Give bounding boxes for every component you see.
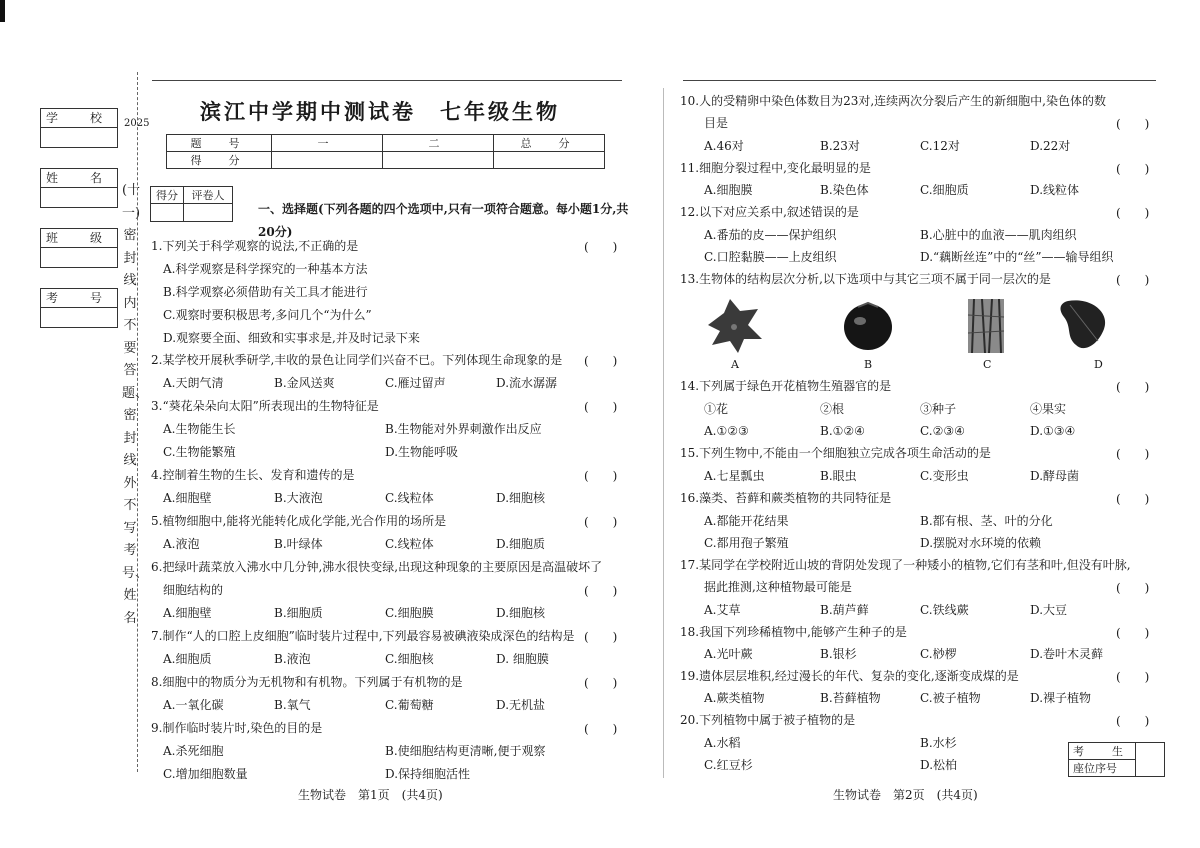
question-2-option-d: D.流水潺潺 bbox=[496, 376, 558, 390]
question-19-option-a: A.蕨类植物 bbox=[704, 691, 765, 705]
question-1-answer-blank: ( ) bbox=[584, 240, 618, 254]
question-9-option-a: A.杀死细胞 bbox=[163, 744, 224, 758]
question-14-option-a: A.①②③ bbox=[704, 424, 749, 438]
question-9-option-d: D.保持细胞活性 bbox=[385, 767, 471, 781]
question-18-option-c: C.桫椤 bbox=[920, 647, 957, 661]
grader-score-label: 得分 bbox=[151, 187, 184, 204]
question-5-option-a: A.液泡 bbox=[163, 537, 200, 551]
seat-number-box bbox=[1068, 742, 1165, 777]
question-8-option-c: C.葡萄糖 bbox=[385, 698, 434, 712]
question-9-option-b: B.使细胞结构更清晰,便于观察 bbox=[385, 744, 546, 758]
question-8-answer-blank: ( ) bbox=[584, 676, 618, 690]
question-19-stem: 19.遗体层层堆积,经过漫长的年代、复杂的变化,逐渐变成煤的是 bbox=[680, 669, 1019, 683]
question-14-option-d: D.①③④ bbox=[1030, 424, 1076, 438]
name-field bbox=[40, 168, 118, 208]
question-12-option-c: C.口腔黏膜——上皮组织 bbox=[704, 250, 837, 264]
question-18-option-d: D.卷叶木灵藓 bbox=[1030, 647, 1104, 661]
question-2-stem: 2.某学校开展秋季研学,丰收的景色让同学们兴奋不已。下列体现生命现象的是 bbox=[151, 353, 563, 367]
question-16-answer-blank: ( ) bbox=[1116, 492, 1150, 506]
figure-c-label: C bbox=[983, 358, 992, 371]
question-17-option-d: D.大豆 bbox=[1030, 603, 1068, 617]
question-17-option-c: C.铁线蕨 bbox=[920, 603, 969, 617]
question-2-answer-blank: ( ) bbox=[584, 354, 618, 368]
question-17-option-b: B.葫芦藓 bbox=[820, 603, 869, 617]
question-2-option-c: C.雁过留声 bbox=[385, 376, 446, 390]
question-13-figures bbox=[700, 295, 1130, 357]
question-14-option-c: C.②③④ bbox=[920, 424, 965, 438]
question-18-option-a: A.光叶蕨 bbox=[704, 647, 753, 661]
question-8-option-d: D.无机盐 bbox=[496, 698, 546, 712]
school-field bbox=[40, 108, 118, 148]
question-7-option-d: D. 细胞膜 bbox=[496, 652, 549, 666]
question-4-option-d: D.细胞核 bbox=[496, 491, 546, 505]
exam-title: 滨江中学期中测试卷 七年级生物 bbox=[200, 99, 560, 124]
grader-table bbox=[150, 186, 233, 222]
question-7-stem: 7.制作“人的口腔上皮细胞”临时装片过程中,下列最容易被碘液染成深色的结构是 bbox=[151, 629, 575, 643]
seat-number-cell bbox=[1136, 743, 1165, 777]
question-4-option-c: C.线粒体 bbox=[385, 491, 434, 505]
question-9-stem: 9.制作临时装片时,染色的目的是 bbox=[151, 721, 323, 735]
figure-d-label: D bbox=[1094, 358, 1103, 371]
question-4-answer-blank: ( ) bbox=[584, 469, 618, 483]
question-20-stem: 20.下列植物中属于被子植物的是 bbox=[680, 713, 856, 727]
figure-b-tomato bbox=[844, 303, 892, 350]
score-row-label: 得 分 bbox=[167, 152, 272, 169]
exam-number-label: 考 号 bbox=[41, 289, 117, 308]
question-5-option-d: D.细胞质 bbox=[496, 537, 546, 551]
question-7-option-c: C.细胞核 bbox=[385, 652, 434, 666]
question-7-option-a: A.细胞质 bbox=[163, 652, 212, 666]
question-6-option-c: C.细胞膜 bbox=[385, 606, 434, 620]
question-14-item-1: ①花 bbox=[704, 402, 729, 416]
question-7-answer-blank: ( ) bbox=[584, 630, 618, 644]
question-19-option-b: B.苔藓植物 bbox=[820, 691, 881, 705]
binding-line bbox=[137, 72, 138, 772]
footer-page-2: 生物试卷 第2页 (共4页) bbox=[833, 788, 978, 802]
question-18-option-b: B.银杉 bbox=[820, 647, 857, 661]
question-3-option-a: A.生物能生长 bbox=[163, 422, 236, 436]
question-6-stem-continued: 细胞结构的 bbox=[163, 583, 224, 597]
question-10-stem-continued: 目是 bbox=[704, 116, 729, 130]
name-label: 姓 名 bbox=[41, 169, 117, 188]
score-head-part2: 二 bbox=[383, 135, 494, 152]
score-cell-2 bbox=[383, 152, 494, 169]
question-16-option-b: B.都有根、茎、叶的分化 bbox=[920, 514, 1053, 528]
question-15-stem: 15.下列生物中,不能由一个细胞独立完成各项生命活动的是 bbox=[680, 446, 991, 460]
question-4-option-b: B.大液泡 bbox=[274, 491, 323, 505]
footer-page-1: 生物试卷 第1页 (共4页) bbox=[298, 788, 443, 802]
question-5-option-c: C.线粒体 bbox=[385, 537, 434, 551]
question-5-stem: 5.植物细胞中,能将光能转化成化学能,光合作用的场所是 bbox=[151, 514, 447, 528]
question-14-stem: 14.下列属于绿色开花植物生殖器官的是 bbox=[680, 379, 892, 393]
question-14-item-4: ④果实 bbox=[1030, 402, 1067, 416]
score-table bbox=[166, 134, 605, 169]
question-11-option-b: B.染色体 bbox=[820, 183, 869, 197]
question-12-stem: 12.以下对应关系中,叙述错误的是 bbox=[680, 205, 859, 219]
question-19-option-d: D.裸子植物 bbox=[1030, 691, 1092, 705]
question-1-option-a: A.科学观察是科学探究的一种基本方法 bbox=[163, 262, 368, 276]
question-6-option-a: A.细胞壁 bbox=[163, 606, 212, 620]
score-cell-1 bbox=[272, 152, 383, 169]
question-12-option-b: B.心脏中的血液——肌肉组织 bbox=[920, 228, 1077, 242]
question-3-option-d: D.生物能呼吸 bbox=[385, 445, 459, 459]
grader-name-label: 评卷人 bbox=[184, 187, 233, 204]
score-head-total: 总 分 bbox=[494, 135, 605, 152]
question-8-option-a: A.一氧化碳 bbox=[163, 698, 224, 712]
question-6-answer-blank: ( ) bbox=[584, 584, 618, 598]
year-vertical: 2025 bbox=[124, 118, 150, 129]
question-5-answer-blank: ( ) bbox=[584, 515, 618, 529]
figure-d-leaf bbox=[1061, 300, 1106, 348]
question-20-option-a: A.水稻 bbox=[704, 736, 741, 750]
grader-name-cell bbox=[184, 204, 233, 222]
question-3-stem: 3.“葵花朵朵向太阳”所表现出的生物特征是 bbox=[151, 399, 379, 413]
question-3-option-b: B.生物能对外界刺激作出反应 bbox=[385, 422, 542, 436]
figure-b-label: B bbox=[864, 358, 873, 371]
question-17-stem: 17.某同学在学校附近山坡的背阴处发现了一种矮小的植物,它们有茎和叶,但没有叶脉, bbox=[680, 558, 1131, 572]
question-9-option-c: C.增加细胞数量 bbox=[163, 767, 248, 781]
question-15-option-a: A.七星瓢虫 bbox=[704, 469, 765, 483]
question-11-answer-blank: ( ) bbox=[1116, 162, 1150, 176]
question-11-stem: 11.细胞分裂过程中,变化最明显的是 bbox=[680, 161, 871, 175]
question-6-option-b: B.细胞质 bbox=[274, 606, 323, 620]
question-2-option-b: B.金风送爽 bbox=[274, 376, 335, 390]
question-8-option-b: B.氧气 bbox=[274, 698, 311, 712]
question-1-option-b: B.科学观察必须借助有关工具才能进行 bbox=[163, 285, 368, 299]
question-4-stem: 4.控制着生物的生长、发育和遗传的是 bbox=[151, 468, 355, 482]
question-1-option-c: C.观察时要积极思考,多问几个“为什么” bbox=[163, 308, 372, 322]
question-12-option-a: A.番茄的皮——保护组织 bbox=[704, 228, 837, 242]
question-16-option-d: D.摆脱对水环境的依赖 bbox=[920, 536, 1042, 550]
question-10-option-d: D.22对 bbox=[1030, 139, 1071, 153]
score-cell-total bbox=[494, 152, 605, 169]
question-6-stem: 6.把绿叶蔬菜放入沸水中几分钟,沸水很快变绿,出现这种现象的主要原因是高温破坏了 bbox=[151, 560, 603, 574]
seat-label-line2: 座位序号 bbox=[1069, 760, 1136, 777]
question-1-stem: 1.下列关于科学观察的说法,不正确的是 bbox=[151, 239, 359, 253]
question-14-answer-blank: ( ) bbox=[1116, 380, 1150, 394]
score-head-part1: 一 bbox=[272, 135, 383, 152]
question-1-option-d: D.观察要全面、细致和实事求是,并及时记录下来 bbox=[163, 331, 420, 345]
figure-a-leaf bbox=[708, 299, 762, 353]
top-rule-right bbox=[683, 80, 1156, 81]
question-10-option-a: A.46对 bbox=[704, 139, 744, 153]
question-19-option-c: C.被子植物 bbox=[920, 691, 981, 705]
section-heading: 一、选择题(下列各题的四个选项中,只有一项符合题意。每小题1分,共20分) bbox=[258, 202, 629, 239]
class-field bbox=[40, 228, 118, 268]
question-16-stem: 16.藻类、苔藓和蕨类植物的共同特征是 bbox=[680, 491, 892, 505]
question-7-option-b: B.液泡 bbox=[274, 652, 311, 666]
class-label: 班 级 bbox=[41, 229, 117, 248]
question-15-answer-blank: ( ) bbox=[1116, 447, 1150, 461]
school-label: 学 校 bbox=[41, 109, 117, 128]
question-2-option-a: A.天朗气清 bbox=[163, 376, 224, 390]
question-3-option-c: C.生物能繁殖 bbox=[163, 445, 236, 459]
question-14-item-3: ③种子 bbox=[920, 402, 957, 416]
question-12-option-d: D.“藕断丝连”中的“丝”——输导组织 bbox=[920, 250, 1114, 264]
seat-label-line1: 考 生 bbox=[1069, 743, 1136, 760]
question-13-answer-blank: ( ) bbox=[1116, 273, 1150, 287]
question-20-option-c: C.红豆杉 bbox=[704, 758, 753, 772]
question-17-stem-continued: 据此推测,这种植物最可能是 bbox=[704, 580, 852, 594]
question-11-option-a: A.细胞膜 bbox=[704, 183, 753, 197]
question-16-option-a: A.都能开花结果 bbox=[704, 514, 789, 528]
grader-score-cell bbox=[151, 204, 184, 222]
question-15-option-b: B.眼虫 bbox=[820, 469, 857, 483]
question-10-answer-blank: ( ) bbox=[1116, 117, 1150, 131]
question-14-item-2: ②根 bbox=[820, 402, 845, 416]
seal-line-text: (十一)密封线内不要答题、密封线外不写考号、姓名 bbox=[122, 183, 149, 626]
question-12-answer-blank: ( ) bbox=[1116, 206, 1150, 220]
question-10-option-b: B.23对 bbox=[820, 139, 860, 153]
question-15-option-d: D.酵母菌 bbox=[1030, 469, 1080, 483]
question-18-answer-blank: ( ) bbox=[1116, 626, 1150, 640]
question-13-stem: 13.生物体的结构层次分析,以下选项中与其它三项不属于同一层次的是 bbox=[680, 272, 1051, 286]
page-divider bbox=[663, 88, 664, 778]
question-20-answer-blank: ( ) bbox=[1116, 714, 1150, 728]
top-rule-left bbox=[152, 80, 622, 81]
question-3-answer-blank: ( ) bbox=[584, 400, 618, 414]
question-9-answer-blank: ( ) bbox=[584, 722, 618, 736]
question-10-option-c: C.12对 bbox=[920, 139, 960, 153]
question-4-option-a: A.细胞壁 bbox=[163, 491, 212, 505]
question-5-option-b: B.叶绿体 bbox=[274, 537, 323, 551]
question-20-option-d: D.松柏 bbox=[920, 758, 958, 772]
question-10-stem: 10.人的受精卵中染色体数目为23对,连续两次分裂后产生的新细胞中,染色体的数 bbox=[680, 94, 1106, 108]
question-8-stem: 8.细胞中的物质分为无机物和有机物。下列属于有机物的是 bbox=[151, 675, 463, 689]
question-17-answer-blank: ( ) bbox=[1116, 581, 1150, 595]
question-18-stem: 18.我国下列珍稀植物中,能够产生种子的是 bbox=[680, 625, 907, 639]
question-11-option-d: D.线粒体 bbox=[1030, 183, 1080, 197]
corner-mark bbox=[0, 0, 5, 22]
question-15-option-c: C.变形虫 bbox=[920, 469, 969, 483]
figure-c-bark bbox=[968, 299, 1004, 353]
question-17-option-a: A.艾草 bbox=[704, 603, 741, 617]
exam-number-field bbox=[40, 288, 118, 328]
question-20-option-b: B.水杉 bbox=[920, 736, 957, 750]
question-6-option-d: D.细胞核 bbox=[496, 606, 546, 620]
question-14-option-b: B.①②④ bbox=[820, 424, 865, 438]
question-11-option-c: C.细胞质 bbox=[920, 183, 969, 197]
figure-a-label: A bbox=[731, 358, 739, 371]
question-16-option-c: C.都用孢子繁殖 bbox=[704, 536, 789, 550]
score-head-qnum: 题 号 bbox=[167, 135, 272, 152]
question-19-answer-blank: ( ) bbox=[1116, 670, 1150, 684]
